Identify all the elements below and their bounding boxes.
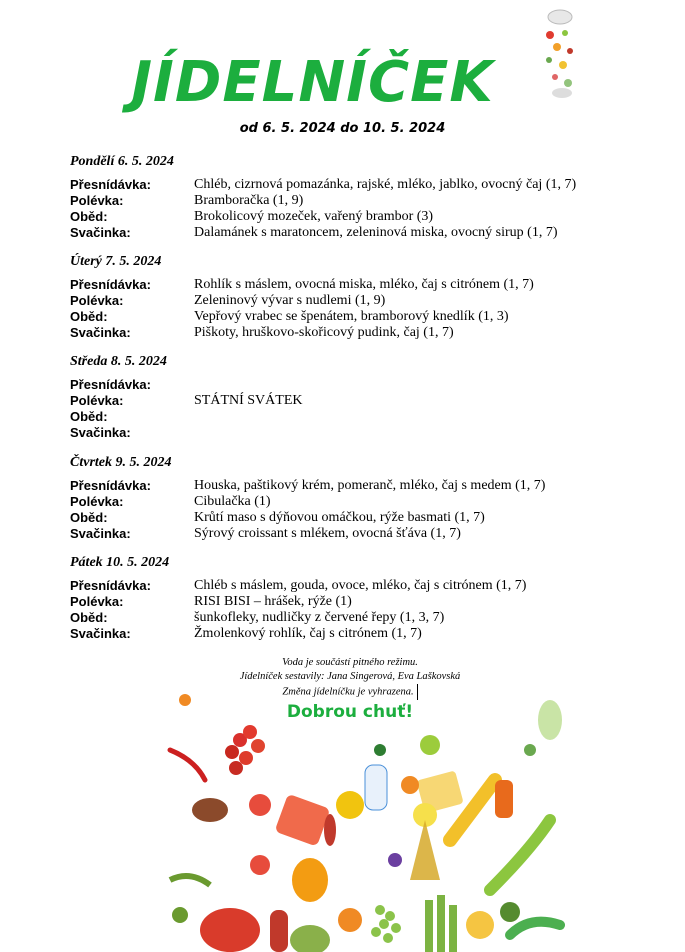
meal-row-snack	[70, 526, 610, 542]
meal-row-soup	[70, 594, 610, 610]
meal-row-lunch	[70, 610, 610, 626]
day-heading: Čtvrtek 9. 5. 2024	[70, 455, 172, 470]
meal-row-lunch	[70, 209, 610, 225]
meal-label: Svačinka:	[70, 425, 131, 440]
meal-value: Chléb s máslem, gouda, ovoce, mléko, čaj s citrónem (1, 7)	[194, 578, 527, 593]
date-range: od 6. 5. 2024 do 10. 5. 2024	[239, 121, 446, 136]
meal-row-soup	[70, 494, 610, 510]
meal-value: Brokolicový mozeček, vařený brambor (3)	[194, 209, 434, 224]
meal-value: Piškoty, hruškovo-skořicový pudink, čaj (1, 7)	[194, 325, 454, 340]
meal-value: Chléb, cizrnová pomazánka, rajské, mléko, jablko, ovocný čaj (1, 7)	[194, 177, 577, 192]
notes-block	[0, 656, 685, 700]
meal-label: Oběd:	[70, 510, 108, 525]
day-block-monday	[70, 153, 610, 241]
meal-value: Bramboračka (1, 9)	[194, 193, 304, 208]
text-cursor	[417, 684, 418, 700]
meal-label: Oběd:	[70, 209, 108, 224]
meal-row-lunch	[70, 309, 610, 325]
meal-row-soup	[70, 193, 610, 209]
meal-value: Krůtí maso s dýňovou omáčkou, rýže basmati (1, 7)	[194, 510, 485, 525]
meal-label: Polévka:	[70, 494, 124, 509]
meal-label: Přesnídávka:	[70, 277, 151, 292]
holiday-note: STÁTNÍ SVÁTEK	[194, 393, 303, 408]
meal-value: Vepřový vrabec se špenátem, bramborový knedlík (1, 3)	[194, 309, 509, 324]
meal-label: Polévka:	[70, 594, 124, 609]
meal-value: Žmolenkový rohlík, čaj s citrónem (1, 7)	[194, 626, 422, 641]
meal-row-soup	[70, 293, 610, 309]
meal-value: šunkofleky, nudličky z červené řepy (1, 3, 7)	[194, 610, 445, 625]
note-change	[0, 684, 685, 700]
day-heading: Středa 8. 5. 2024	[70, 354, 167, 369]
day-heading: Úterý 7. 5. 2024	[70, 254, 162, 269]
meal-label: Přesnídávka:	[70, 578, 151, 593]
meal-row-snack	[70, 325, 610, 341]
meal-row-snack	[70, 225, 610, 241]
note-change-text: Změna jídelníčku je vyhrazena.	[282, 686, 414, 698]
meal-value: Sýrový croissant s mlékem, ovocná šťáva (1, 7)	[194, 526, 461, 541]
meal-row-breakfast	[70, 377, 610, 393]
meal-value: Houska, paštikový krém, pomeranč, mléko, čaj s medem (1, 7)	[194, 478, 546, 493]
day-block-wednesday	[70, 353, 610, 441]
note-authors: Jídelníček sestavily: Jana Singerová, Eva Laškovská	[239, 671, 461, 682]
meal-label: Polévka:	[70, 393, 124, 408]
meal-label: Oběd:	[70, 610, 108, 625]
meal-label: Svačinka:	[70, 325, 131, 340]
meal-row-snack	[70, 626, 610, 642]
food-spill-illustration	[535, 5, 585, 100]
day-heading: Pondělí 6. 5. 2024	[70, 154, 174, 169]
greeting: Dobrou chuť!	[286, 702, 414, 722]
meal-value: Cibulačka (1)	[194, 494, 271, 509]
meal-value: RISI BISI – hrášek, rýže (1)	[194, 594, 352, 609]
meal-label: Svačinka:	[70, 225, 131, 240]
day-block-friday	[70, 554, 610, 642]
day-heading: Pátek 10. 5. 2024	[70, 555, 170, 570]
day-block-tuesday	[70, 253, 610, 341]
meal-row-breakfast	[70, 177, 610, 193]
meal-row-lunch	[70, 510, 610, 526]
meal-label: Svačinka:	[70, 526, 131, 541]
meal-label: Přesnídávka:	[70, 478, 151, 493]
meal-label: Polévka:	[70, 293, 124, 308]
meal-label: Oběd:	[70, 309, 108, 324]
meal-value: Rohlík s máslem, ovocná miska, mléko, čaj s citrónem (1, 7)	[194, 277, 534, 292]
meal-row-breakfast	[70, 277, 610, 293]
meal-label: Přesnídávka:	[70, 177, 151, 192]
meal-row-soup	[70, 393, 610, 409]
meal-row-breakfast	[70, 578, 610, 594]
note-water: Voda je součástí pitného režimu.	[282, 657, 418, 668]
meal-label: Polévka:	[70, 193, 124, 208]
meal-label: Svačinka:	[70, 626, 131, 641]
meal-label: Oběd:	[70, 409, 108, 424]
page-title: JÍDELNÍČEK	[131, 50, 494, 115]
meal-label: Přesnídávka:	[70, 377, 151, 392]
meal-row-snack	[70, 425, 610, 441]
day-block-thursday	[70, 454, 610, 542]
meal-value: Dalamánek s maratoncem, zeleninová miska, ovocný sirup (1, 7)	[194, 225, 558, 240]
meal-row-breakfast	[70, 478, 610, 494]
meal-row-lunch	[70, 409, 610, 425]
meal-value: Zeleninový vývar s nudlemi (1, 9)	[194, 293, 386, 308]
